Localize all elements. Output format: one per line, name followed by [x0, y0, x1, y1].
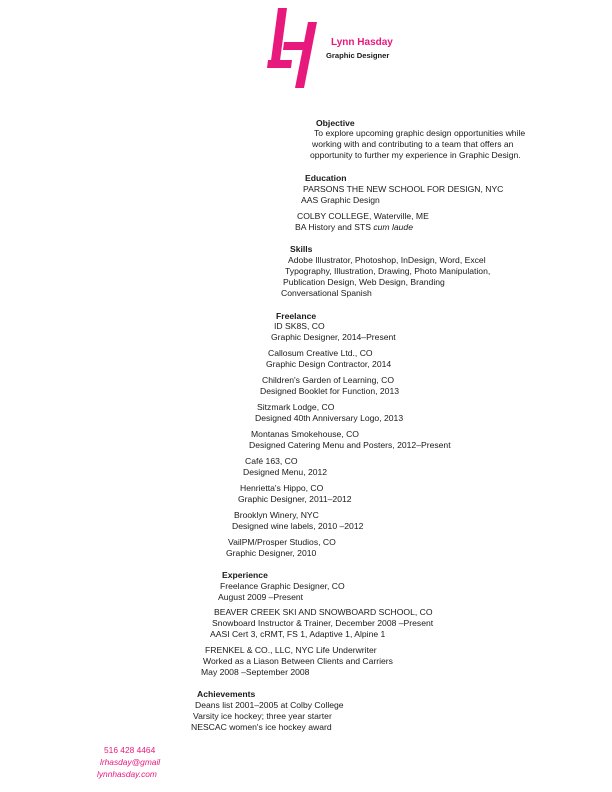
freelance-detail: Designed wine labels, 2010 –2012 — [232, 521, 364, 531]
resume-name: Lynn Hasday — [331, 37, 393, 48]
resume-job-title: Graphic Designer — [326, 51, 390, 60]
achievements-heading: Achievements — [197, 689, 256, 699]
freelance-detail: Graphic Designer, 2014–Present — [271, 332, 396, 342]
experience-line: FRENKEL & CO., LLC, NYC Life Underwriter — [205, 645, 377, 655]
skills-line: Conversational Spanish — [281, 288, 372, 298]
freelance-org: ID SK8S, CO — [274, 321, 325, 331]
objective-heading: Objective — [316, 118, 355, 128]
freelance-org: Café 163, CO — [245, 456, 298, 466]
experience-line: Worked as a Liason Between Clients and Carriers — [203, 656, 393, 666]
contact-phone: 516 428 4464 — [104, 745, 156, 755]
experience-line: Snowboard Instructor & Trainer, December 2008 –Present — [212, 618, 434, 628]
achievements-line: Deans list 2001–2005 at Colby College — [195, 700, 344, 710]
freelance-detail: Designed 40th Anniversary Logo, 2013 — [255, 413, 404, 423]
contact-website[interactable]: lynnhasday.com — [97, 769, 157, 779]
education-heading: Education — [305, 173, 347, 183]
achievements-line: NESCAC women's ice hockey award — [191, 722, 332, 732]
experience-line: August 2009 –Present — [218, 592, 304, 602]
freelance-detail: Graphic Designer, 2011–2012 — [238, 494, 352, 504]
skills-line: Publication Design, Web Design, Branding — [283, 277, 445, 287]
experience-line: Freelance Graphic Designer, CO — [220, 581, 345, 591]
achievements-line: Varsity ice hockey; three year starter — [193, 711, 332, 721]
freelance-detail: Designed Menu, 2012 — [243, 467, 328, 477]
experience-heading: Experience — [222, 570, 268, 580]
freelance-heading: Freelance — [276, 311, 317, 321]
contact-email[interactable]: lrhasday@gmail — [100, 757, 161, 767]
education-school: PARSONS THE NEW SCHOOL FOR DESIGN, NYC — [303, 184, 504, 194]
experience-line: BEAVER CREEK SKI AND SNOWBOARD SCHOOL, CO — [214, 607, 433, 617]
freelance-org: Brooklyn Winery, NYC — [234, 510, 319, 520]
freelance-detail: Designed Booklet for Function, 2013 — [260, 386, 400, 396]
skills-line: Typography, Illustration, Drawing, Photo Manipulation, — [285, 266, 491, 276]
education-school: COLBY COLLEGE, Waterville, ME — [297, 211, 429, 221]
education-degree: BA History and STS cum laude — [295, 222, 413, 232]
freelance-detail: Designed Catering Menu and Posters, 2012–Present — [249, 440, 451, 450]
freelance-org: Children's Garden of Learning, CO — [262, 375, 395, 385]
skills-heading: Skills — [290, 244, 313, 254]
education-degree: AAS Graphic Design — [301, 195, 380, 205]
experience-line: AASI Cert 3, cRMT, FS 1, Adaptive 1, Alpine 1 — [210, 629, 386, 639]
freelance-org: Sitzmark Lodge, CO — [257, 402, 335, 412]
freelance-detail: Graphic Design Contractor, 2014 — [266, 359, 392, 369]
freelance-org: Callosum Creative Ltd., CO — [268, 348, 373, 358]
experience-line: May 2008 –September 2008 — [201, 667, 310, 677]
lh-monogram-logo — [264, 6, 324, 90]
objective-line: working with and contributing to a team that offers an — [312, 139, 514, 149]
objective-line: opportunity to further my experience in Graphic Design. — [310, 150, 521, 160]
freelance-detail: Graphic Designer, 2010 — [226, 548, 317, 558]
freelance-org: VailPM/Prosper Studios, CO — [228, 537, 336, 547]
objective-line: To explore upcoming graphic design opportunities while — [314, 128, 526, 138]
freelance-org: Henrietta's Hippo, CO — [240, 483, 324, 493]
freelance-org: Montanas Smokehouse, CO — [251, 429, 359, 439]
skills-line: Adobe Illustrator, Photoshop, InDesign, Word, Excel — [288, 255, 486, 265]
